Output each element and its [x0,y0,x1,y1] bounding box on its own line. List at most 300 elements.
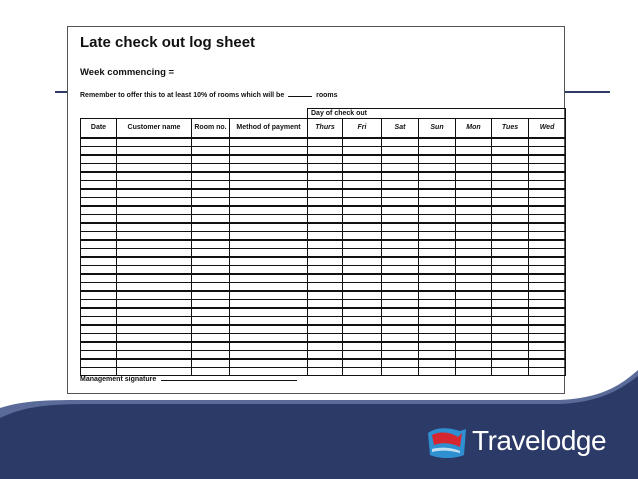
table-cell [382,189,419,198]
table-cell [230,351,308,360]
table-cell [456,232,492,241]
table-cell [343,249,382,258]
table-cell [343,138,382,147]
table-cell [419,359,456,368]
table-cell [192,189,230,198]
table-row [81,138,566,147]
table-cell [230,300,308,309]
table-cell [343,223,382,232]
table-cell [419,138,456,147]
table-cell [117,351,192,360]
table-cell [308,155,343,164]
table-cell [343,334,382,343]
table-cell [529,308,566,317]
table-cell [343,172,382,181]
table-cell [308,291,343,300]
table-cell [81,147,117,156]
table-cell [81,155,117,164]
table-row [81,274,566,283]
travelodge-logo-icon [426,425,468,461]
table-cell [419,181,456,190]
table-row [81,308,566,317]
table-cell [456,240,492,249]
table-cell [308,359,343,368]
table-cell [529,300,566,309]
table-cell [343,359,382,368]
table-cell [308,308,343,317]
col-thurs: Thurs [308,119,343,139]
table-cell [529,342,566,351]
table-cell [456,300,492,309]
table-cell [382,198,419,207]
table-cell [192,249,230,258]
col-room-no: Room no. [192,119,230,139]
table-cell [230,155,308,164]
table-cell [382,325,419,334]
table-cell [456,342,492,351]
table-cell [382,138,419,147]
table-cell [81,325,117,334]
col-fri: Fri [343,119,382,139]
table-cell [492,198,529,207]
brand-name: Travelodge [472,425,607,456]
table-cell [343,300,382,309]
col-sun: Sun [419,119,456,139]
table-row [81,172,566,181]
table-cell [117,172,192,181]
table-cell [492,147,529,156]
table-cell [308,334,343,343]
table-cell [529,206,566,215]
col-customer-name: Customer name [117,119,192,139]
table-cell [419,257,456,266]
col-sat: Sat [382,119,419,139]
table-cell [230,308,308,317]
table-row [81,181,566,190]
table-cell [419,215,456,224]
table-cell [492,283,529,292]
sheet-title: Late check out log sheet [80,34,256,51]
table-cell [456,266,492,275]
table-cell [308,249,343,258]
table-cell [308,181,343,190]
table-cell [492,342,529,351]
table-cell [456,215,492,224]
table-cell [308,232,343,241]
table-cell [308,300,343,309]
table-cell [382,334,419,343]
table-cell [230,274,308,283]
decorative-rule-right [565,91,610,93]
table-row [81,164,566,173]
table-cell [529,325,566,334]
log-sheet [67,26,565,394]
table-cell [81,223,117,232]
table-cell [456,325,492,334]
table-cell [492,189,529,198]
table-cell [192,274,230,283]
table-cell [117,317,192,326]
table-cell [492,232,529,241]
table-cell [382,206,419,215]
table-cell [230,359,308,368]
reminder-suffix: rooms [316,92,338,99]
table-cell [81,172,117,181]
log-table [80,108,566,376]
table-cell [117,147,192,156]
table-cell [81,138,117,147]
table-cell [192,215,230,224]
table-cell [343,325,382,334]
table-cell [492,206,529,215]
table-cell [81,249,117,258]
table-cell [230,266,308,275]
table-cell [117,138,192,147]
table-cell [419,155,456,164]
table-cell [230,147,308,156]
table-cell [456,147,492,156]
table-cell [456,334,492,343]
table-cell [192,172,230,181]
table-row [81,147,566,156]
table-cell [117,215,192,224]
table-cell [419,172,456,181]
table-cell [117,249,192,258]
table-cell [117,181,192,190]
table-cell [81,232,117,241]
table-cell [382,351,419,360]
table-cell [81,189,117,198]
table-cell [308,274,343,283]
table-row [81,342,566,351]
table-cell [308,351,343,360]
table-cell [419,300,456,309]
table-cell [117,359,192,368]
table-cell [382,274,419,283]
table-cell [343,155,382,164]
table-cell [230,138,308,147]
table-cell [192,308,230,317]
table-cell [529,274,566,283]
table-cell [419,283,456,292]
table-cell [529,232,566,241]
table-cell [81,308,117,317]
table-cell [192,206,230,215]
table-cell [81,240,117,249]
table-cell [382,147,419,156]
table-cell [382,257,419,266]
table-cell [456,172,492,181]
table-cell [382,181,419,190]
table-cell [230,172,308,181]
table-cell [192,300,230,309]
table-cell [529,138,566,147]
table-cell [382,300,419,309]
col-date: Date [81,119,117,139]
table-cell [529,351,566,360]
col-tues: Tues [492,119,529,139]
table-cell [230,232,308,241]
table-cell [81,283,117,292]
table-cell [343,215,382,224]
table-cell [529,257,566,266]
table-cell [192,359,230,368]
table-cell [492,274,529,283]
table-cell [529,198,566,207]
table-row [81,351,566,360]
table-cell [343,181,382,190]
table-cell [492,325,529,334]
table-cell [230,249,308,258]
table-cell [230,325,308,334]
table-cell [81,181,117,190]
table-cell [492,308,529,317]
table-cell [343,266,382,275]
table-cell [456,164,492,173]
table-cell [230,198,308,207]
table-cell [117,342,192,351]
table-cell [230,189,308,198]
table-cell [492,351,529,360]
table-row [81,223,566,232]
table-cell [456,206,492,215]
week-commencing-label: Week commencing = [80,67,175,78]
table-cell [230,223,308,232]
table-cell [81,342,117,351]
table-cell [343,257,382,266]
table-cell [230,240,308,249]
table-cell [492,334,529,343]
table-cell [419,147,456,156]
table-cell [192,155,230,164]
table-cell [230,317,308,326]
table-cell [456,317,492,326]
table-cell [343,342,382,351]
table-cell [492,181,529,190]
table-cell [343,308,382,317]
table-cell [343,206,382,215]
table-cell [492,257,529,266]
table-cell [492,266,529,275]
table-cell [117,223,192,232]
table-cell [492,215,529,224]
table-cell [492,223,529,232]
table-cell [192,232,230,241]
reminder-text [80,89,338,99]
table-cell [117,266,192,275]
table-cell [230,342,308,351]
table-cell [529,172,566,181]
table-cell [382,249,419,258]
table-cell [529,147,566,156]
day-of-checkout-header: Day of check out [308,109,566,119]
table-cell [230,181,308,190]
table-row [81,215,566,224]
management-signature-label: Management signature [80,376,157,383]
table-cell [81,274,117,283]
table-row [81,317,566,326]
table-cell [343,232,382,241]
col-method-of-payment: Method of payment [230,119,308,139]
table-row [81,249,566,258]
table-cell [492,317,529,326]
col-mon: Mon [456,119,492,139]
table-cell [343,351,382,360]
table-cell [419,223,456,232]
table-cell [192,317,230,326]
table-cell [492,164,529,173]
table-cell [456,189,492,198]
table-cell [308,206,343,215]
table-cell [308,138,343,147]
table-cell [382,232,419,241]
table-cell [343,274,382,283]
table-row [81,257,566,266]
col-wed: Wed [529,119,566,139]
table-cell [343,198,382,207]
table-cell [529,223,566,232]
table-cell [192,181,230,190]
table-cell [492,138,529,147]
table-cell [117,325,192,334]
table-cell [529,155,566,164]
table-cell [456,283,492,292]
table-cell [382,223,419,232]
table-row [81,266,566,275]
table-cell [81,198,117,207]
table-cell [456,138,492,147]
table-cell [230,164,308,173]
table-cell [419,317,456,326]
table-row [81,325,566,334]
table-cell [492,291,529,300]
table-cell [382,342,419,351]
table-cell [117,257,192,266]
table-cell [192,223,230,232]
table-cell [308,283,343,292]
table-cell [192,351,230,360]
table-cell [192,291,230,300]
table-cell [529,215,566,224]
table-cell [230,291,308,300]
table-cell [382,155,419,164]
reminder-prefix: Remember to offer this to at least 10% of rooms which will be [80,92,285,99]
table-row [81,206,566,215]
table-row [81,300,566,309]
table-cell [192,147,230,156]
table-cell [382,266,419,275]
table-cell [117,232,192,241]
table-row [81,155,566,164]
table-cell [492,172,529,181]
table-cell [192,342,230,351]
table-cell [419,249,456,258]
table-cell [117,189,192,198]
table-cell [308,240,343,249]
table-cell [81,266,117,275]
table-cell [456,249,492,258]
table-cell [117,240,192,249]
table-cell [192,257,230,266]
table-cell [81,359,117,368]
table-cell [308,342,343,351]
table-cell [343,147,382,156]
table-cell [419,274,456,283]
table-cell [308,164,343,173]
table-cell [529,181,566,190]
table-cell [117,155,192,164]
table-cell [419,308,456,317]
table-cell [492,300,529,309]
table-cell [192,334,230,343]
table-cell [456,291,492,300]
table-cell [456,257,492,266]
table-cell [117,300,192,309]
table-cell [81,215,117,224]
table-cell [117,308,192,317]
table-cell [529,164,566,173]
table-cell [419,351,456,360]
table-cell [382,164,419,173]
table-cell [382,308,419,317]
table-row [81,189,566,198]
table-row [81,232,566,241]
blank-rows [81,138,566,376]
table-cell [382,283,419,292]
table-cell [117,274,192,283]
table-cell [529,291,566,300]
table-cell [192,283,230,292]
table-row [81,283,566,292]
table-cell [192,138,230,147]
table-cell [343,283,382,292]
table-cell [117,164,192,173]
table-cell [308,215,343,224]
table-cell [456,274,492,283]
table-cell [492,240,529,249]
table-cell [419,164,456,173]
table-cell [456,359,492,368]
table-cell [192,198,230,207]
table-cell [529,359,566,368]
table-cell [456,223,492,232]
table-cell [343,189,382,198]
table-cell [529,266,566,275]
table-cell [117,291,192,300]
table-row [81,359,566,368]
table-cell [81,206,117,215]
rooms-blank [288,89,312,97]
table-cell [308,223,343,232]
table-cell [230,283,308,292]
table-cell [117,198,192,207]
table-cell [529,249,566,258]
table-cell [419,198,456,207]
table-cell [382,172,419,181]
table-cell [230,257,308,266]
table-cell [308,189,343,198]
table-cell [456,181,492,190]
table-cell [308,266,343,275]
table-cell [81,351,117,360]
table-cell [343,291,382,300]
table-cell [81,317,117,326]
table-cell [382,359,419,368]
table-cell [419,334,456,343]
table-cell [343,317,382,326]
table-cell [192,164,230,173]
table-cell [456,308,492,317]
